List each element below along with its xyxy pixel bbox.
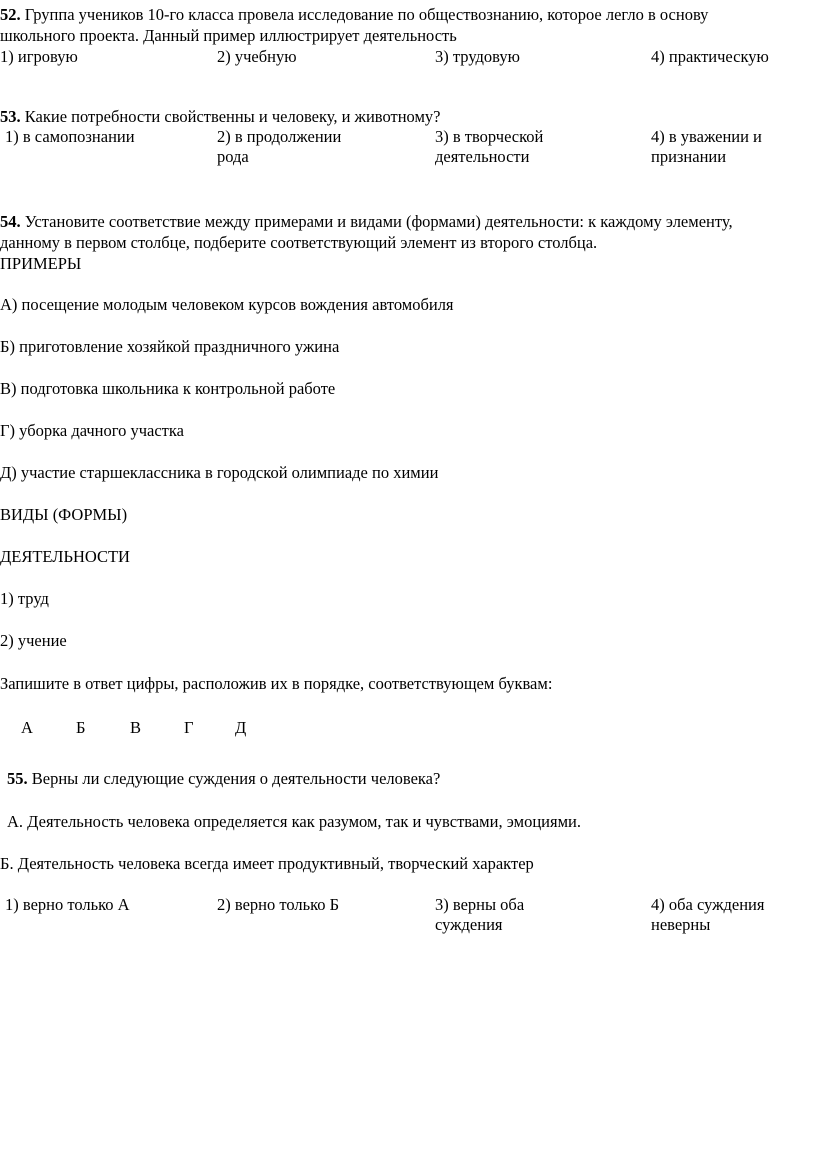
question-text: Какие потребности свойственны и человеку, и животному? [24, 107, 441, 126]
option-2: 2) в продолжении рода [217, 127, 342, 166]
question-text: Группа учеников 10-го класса провела исследование по обществознанию, которое легло в основу [24, 5, 709, 24]
type-2: 2) учение [0, 631, 67, 650]
option-1: 1) в самопознании [5, 127, 135, 146]
answer-letter: В [130, 718, 142, 737]
example-b: Б) приготовление хозяйкой праздничного ужина [0, 337, 340, 356]
type-1: 1) труд [0, 589, 49, 608]
question-52-line1 [0, 4, 708, 25]
option-3: 3) трудовую [435, 47, 520, 66]
statement-b: Б. Деятельность человека всегда имеет продуктивный, творческий характер [0, 854, 534, 873]
answer-letter: А [21, 718, 33, 737]
example-d: Д) участие старшеклассника в городской олимпиаде по химии [0, 463, 439, 482]
answer-letter: Д [235, 718, 247, 737]
question-text: Установите соответствие между примерами и видами (формами) деятельности: к каждому элементу, [24, 212, 733, 231]
question-number: 55. [7, 769, 28, 788]
question-text: Верны ли следующие суждения о деятельности человека? [31, 769, 441, 788]
question-52-line2: школьного проекта. Данный пример иллюстрирует деятельность [0, 26, 457, 45]
example-v: В) подготовка школьника к контрольной работе [0, 379, 336, 398]
question-number: 53. [0, 107, 21, 126]
option-2: 2) верно только Б [217, 895, 340, 914]
question-54-line1 [0, 211, 733, 232]
option-4: 4) практическую [651, 47, 769, 66]
option-4: 4) оба суждения неверны [651, 895, 765, 934]
types-heading-2: ДЕЯТЕЛЬНОСТИ [0, 547, 130, 566]
question-number: 54. [0, 212, 21, 231]
example-a: А) посещение молодым человеком курсов вождения автомобиля [0, 295, 454, 314]
option-3: 3) верны оба суждения [435, 895, 525, 934]
option-1: 1) игровую [0, 47, 78, 66]
question-55-line [7, 768, 440, 789]
answer-instruction: Запишите в ответ цифры, расположив их в порядке, соответствующем буквам: [0, 674, 553, 693]
option-2: 2) учебную [217, 47, 297, 66]
option-3: 3) в творческой деятельности [435, 127, 544, 166]
answer-letter: Б [76, 718, 86, 737]
question-53-line [0, 106, 440, 127]
example-g: Г) уборка дачного участка [0, 421, 184, 440]
question-54-line2: данному в первом столбце, подберите соответствующий элемент из второго столбца. [0, 233, 598, 252]
statement-a: А. Деятельность человека определяется как разумом, так и чувствами, эмоциями. [7, 812, 581, 831]
option-1: 1) верно только А [5, 895, 130, 914]
answer-letter: Г [184, 718, 194, 737]
question-number: 52. [0, 5, 21, 24]
types-heading-1: ВИДЫ (ФОРМЫ) [0, 505, 128, 524]
option-4: 4) в уважении и признании [651, 127, 762, 166]
examples-heading: ПРИМЕРЫ [0, 254, 82, 273]
